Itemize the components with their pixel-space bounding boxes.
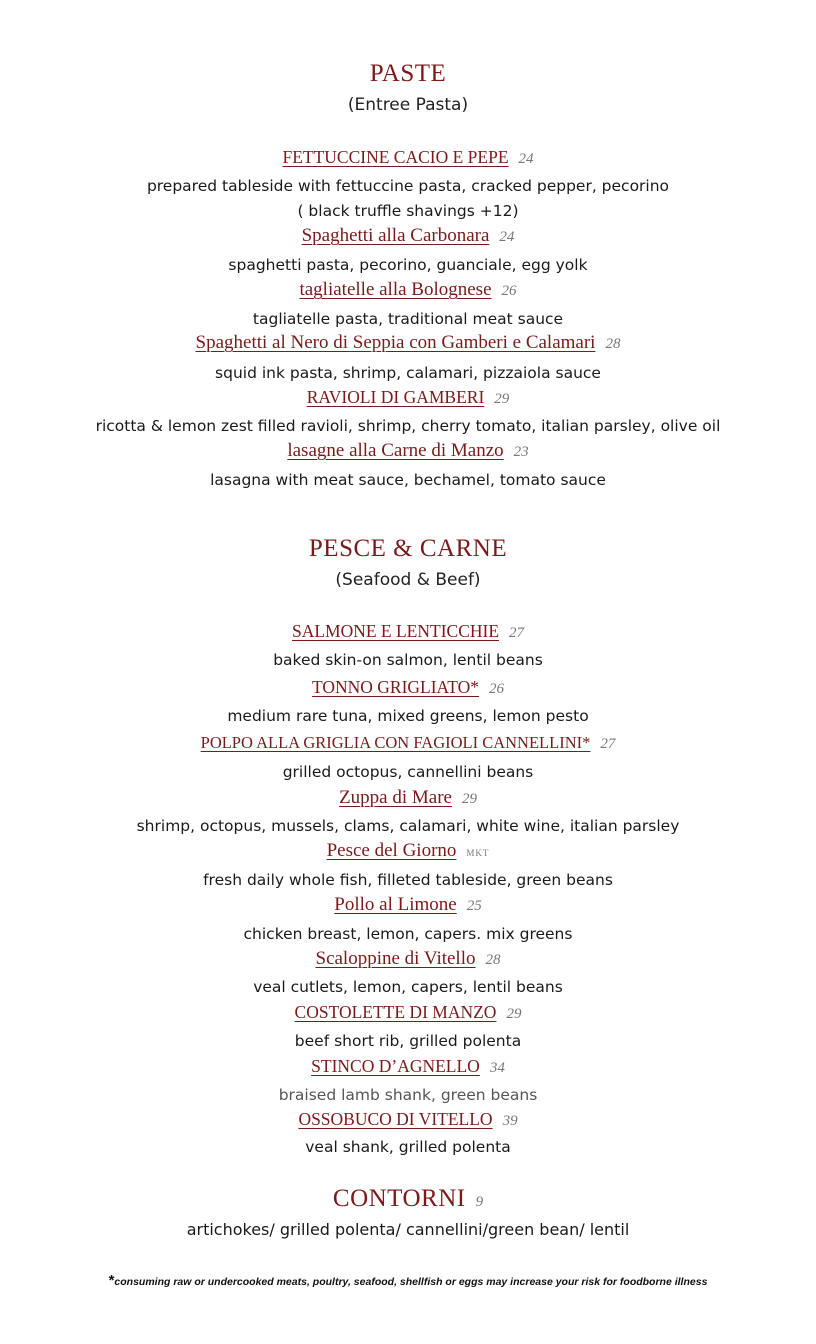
item-price: 28 [605,336,621,352]
item-price: 27 [509,625,525,641]
item-price: 23 [513,444,529,460]
item-price: 26 [489,681,505,697]
item-description-extra: ( black truffle shavings +12) [297,202,519,220]
item-description: shrimp, octopus, mussels, clams, calamari, white wine, italian parsley [136,817,680,835]
item-name: OSSOBUCO DI VITELLO [298,1109,493,1129]
item-name: FETTUCCINE CACIO E PEPE [282,147,509,167]
item-name: Pollo al Limone [334,894,457,915]
item-name: tagliatelle alla Bolognese [299,279,492,300]
item-price: 25 [466,898,482,914]
item-name: COSTOLETTE DI MANZO [294,1002,497,1022]
item-description: chicken breast, lemon, capers. mix greens [243,925,573,943]
item-price: 24 [518,151,534,167]
section-subtitle-pesce-carne: (Seafood & Beef) [335,570,481,590]
menu-item-title [0,1002,816,1023]
item-name: Spaghetti al Nero di Seppia con Gamberi e Calamari [195,332,596,353]
contorni-description: artichokes/ grilled polenta/ cannellini/green bean/ lentil [186,1220,630,1239]
contorni-title: CONTORNI [332,1185,466,1212]
footnote-asterisk: * [108,1272,115,1289]
item-name: Pesce del Giorno [326,840,457,861]
item-name: SALMONE E LENTICCHIE [291,621,500,641]
item-name: POLPO ALLA GRIGLIA CON FAGIOLI CANNELLINI* [200,733,591,752]
menu-item-title [0,948,816,970]
menu-item-title [0,279,816,301]
section-title-pesce-carne: PESCE & CARNE [308,535,508,562]
footnote-text: consuming raw or undercooked meats, poultry, seafood, shellfish or eggs may increase your risk for foodborne illness [114,1276,708,1288]
menu-item-title [0,147,816,168]
item-name: Zuppa di Mare [339,787,452,808]
menu-item-title [0,677,816,698]
item-name: RAVIOLI DI GAMBERI [306,387,485,407]
menu-item-title [0,332,816,354]
item-price: 29 [506,1006,522,1022]
item-price: 34 [489,1060,505,1076]
menu-item-title [0,1056,816,1077]
item-name: STINCO D’AGNELLO [311,1056,480,1076]
footnote [0,1272,816,1289]
item-name: lasagne alla Carne di Manzo [287,440,504,461]
item-price: 26 [501,283,517,299]
item-price: 29 [494,391,510,407]
item-description: baked skin-on salmon, lentil beans [273,651,543,669]
item-price: 27 [600,736,616,752]
item-name: Scaloppine di Vitello [315,948,476,969]
item-price: 39 [502,1113,518,1129]
item-name: Spaghetti alla Carbonara [301,225,490,246]
item-description: beef short rib, grilled polenta [294,1032,522,1050]
item-description: spaghetti pasta, pecorino, guanciale, egg yolk [228,256,588,274]
menu-item-title [0,440,816,462]
item-price: 29 [461,791,477,807]
menu-item-title [0,621,816,642]
item-description: lasagna with meat sauce, bechamel, tomato sauce [210,471,606,489]
item-description: veal shank, grilled polenta [305,1138,511,1156]
item-price: mkt [466,844,490,859]
item-description: squid ink pasta, shrimp, calamari, pizzaiola sauce [215,364,601,382]
item-price: 24 [499,229,515,245]
contorni-price: 9 [475,1194,484,1210]
item-description: ricotta & lemon zest filled ravioli, shrimp, cherry tomato, italian parsley, olive oil [95,417,721,435]
menu-item-title [0,894,816,916]
section-title-contorni [0,1185,816,1213]
menu-item-title [0,733,816,753]
menu-item-title [0,787,816,809]
menu-item-title [0,1109,816,1130]
item-description: braised lamb shank, green beans [278,1086,538,1104]
menu-item-title [0,225,816,247]
menu-item-title [0,840,816,862]
item-description: medium rare tuna, mixed greens, lemon pesto [227,707,589,725]
section-title-paste: PASTE [369,60,447,87]
item-description: veal cutlets, lemon, capers, lentil beans [253,978,563,996]
menu-item-title [0,387,816,408]
item-description: fresh daily whole fish, filleted tableside, green beans [203,871,613,889]
item-description: prepared tableside with fettuccine pasta, cracked pepper, pecorino [146,177,670,195]
item-price: 28 [485,952,501,968]
item-name: TONNO GRIGLIATO* [311,677,480,697]
item-description: grilled octopus, cannellini beans [282,763,534,781]
item-description: tagliatelle pasta, traditional meat sauce [252,310,564,328]
section-subtitle-paste: (Entree Pasta) [347,95,469,115]
